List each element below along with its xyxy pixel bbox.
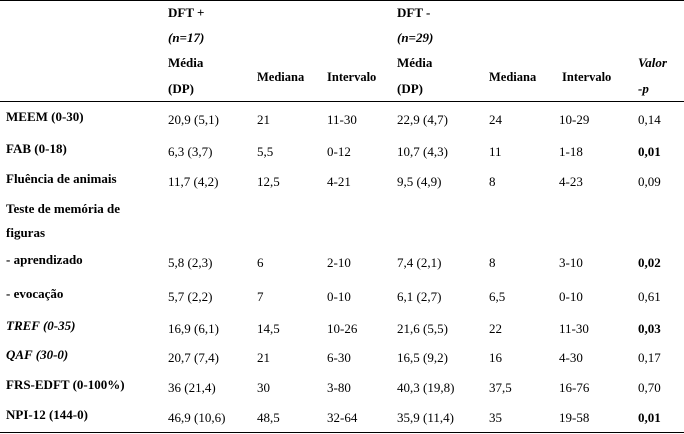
cell-media2: 7,4 (2,1)	[397, 255, 442, 270]
col-media2-b: (DP)	[397, 81, 423, 96]
cell-mediana2: 11	[489, 144, 502, 159]
cell-media2: 40,3 (19,8)	[397, 380, 455, 395]
cell-mediana2: 8	[489, 255, 496, 270]
cell-p: 0,61	[638, 289, 661, 304]
cell-mediana1: 14,5	[257, 321, 280, 336]
row-label: QAF (30-0)	[6, 347, 69, 362]
col-valor-b: -p	[638, 81, 649, 96]
col-valor-a: Valor	[638, 55, 667, 70]
cell-media1: 11,7 (4,2)	[168, 174, 219, 189]
cell-media2: 21,6 (5,5)	[397, 321, 448, 336]
group1-title: DFT +	[168, 5, 205, 20]
cell-media2: 35,9 (11,4)	[397, 410, 454, 425]
cell-mediana2: 16	[489, 350, 502, 365]
row-label: Teste de memória de	[6, 201, 120, 216]
row-label-continued: figuras	[6, 225, 45, 240]
col-mediana2: Mediana	[489, 70, 537, 84]
cell-media1: 6,3 (3,7)	[168, 144, 213, 159]
row-label: FRS-EDFT (0-100%)	[6, 377, 125, 392]
header-rule	[0, 101, 684, 102]
cell-intervalo1: 10-26	[327, 321, 358, 336]
group2-n: (n=29)	[397, 30, 434, 45]
cell-mediana2: 37,5	[489, 380, 512, 395]
cell-mediana1: 12,5	[257, 174, 280, 189]
cell-mediana1: 21	[257, 112, 270, 127]
cell-mediana1: 21	[257, 350, 270, 365]
col-mediana1: Mediana	[257, 70, 305, 84]
cell-media1: 20,7 (7,4)	[168, 350, 219, 365]
cell-p: 0,01	[638, 144, 661, 159]
row-label: FAB (0-18)	[6, 141, 67, 156]
row-label: TREF (0-35)	[6, 318, 76, 333]
cell-intervalo1: 4-21	[327, 174, 351, 189]
group2-title: DFT -	[397, 5, 431, 20]
cell-media2: 22,9 (4,7)	[397, 112, 448, 127]
cell-intervalo2: 3-10	[559, 255, 583, 270]
cell-media1: 46,9 (10,6)	[168, 410, 226, 425]
cell-intervalo2: 4-23	[559, 174, 583, 189]
cell-mediana1: 48,5	[257, 410, 280, 425]
cell-media2: 16,5 (9,2)	[397, 350, 448, 365]
cell-p: 0,14	[638, 112, 661, 127]
cell-intervalo2: 10-29	[559, 112, 590, 127]
cell-media2: 10,7 (4,3)	[397, 144, 448, 159]
cell-intervalo1: 2-10	[327, 255, 351, 270]
top-rule	[0, 0, 684, 1]
cell-intervalo1: 32-64	[327, 410, 358, 425]
col-intervalo1: Intervalo	[327, 70, 377, 84]
cell-intervalo2: 19-58	[559, 410, 590, 425]
row-label: MEEM (0-30)	[6, 109, 84, 124]
cell-mediana1: 6	[257, 255, 264, 270]
cell-mediana2: 6,5	[489, 289, 506, 304]
cell-intervalo1: 6-30	[327, 350, 351, 365]
cell-intervalo1: 3-80	[327, 380, 351, 395]
cell-media1: 20,9 (5,1)	[168, 112, 219, 127]
col-media1-b: (DP)	[168, 81, 194, 96]
row-label: NPI-12 (144-0)	[6, 407, 88, 422]
row-label: - aprendizado	[6, 252, 83, 267]
cell-intervalo2: 16-76	[559, 380, 590, 395]
cell-intervalo1: 0-12	[327, 144, 351, 159]
cell-mediana2: 22	[489, 321, 502, 336]
row-label: Fluência de animais	[6, 171, 117, 186]
cell-p: 0,03	[638, 321, 661, 336]
cell-mediana2: 24	[489, 112, 502, 127]
col-media2-a: Média	[397, 55, 433, 70]
cell-p: 0,02	[638, 255, 661, 270]
cell-media1: 5,7 (2,2)	[168, 289, 213, 304]
cell-mediana1: 7	[257, 289, 264, 304]
cell-intervalo2: 4-30	[559, 350, 583, 365]
cell-media1: 5,8 (2,3)	[168, 255, 213, 270]
col-intervalo2: Intervalo	[562, 70, 612, 84]
cell-mediana2: 35	[489, 410, 502, 425]
bottom-rule	[0, 432, 684, 433]
cell-p: 0,01	[638, 410, 661, 425]
cell-p: 0,09	[638, 174, 661, 189]
cell-media1: 16,9 (6,1)	[168, 321, 219, 336]
row-label: - evocação	[6, 286, 64, 301]
cell-mediana2: 8	[489, 174, 496, 189]
group1-n: (n=17)	[168, 30, 205, 45]
cell-intervalo2: 11-30	[559, 321, 589, 336]
cell-intervalo2: 0-10	[559, 289, 583, 304]
cell-media1: 36 (21,4)	[168, 380, 216, 395]
cell-intervalo1: 0-10	[327, 289, 351, 304]
col-media1-a: Média	[168, 55, 204, 70]
cell-media2: 6,1 (2,7)	[397, 289, 442, 304]
cell-mediana1: 30	[257, 380, 270, 395]
cell-p: 0,70	[638, 380, 661, 395]
cell-intervalo1: 11-30	[327, 112, 357, 127]
cell-media2: 9,5 (4,9)	[397, 174, 442, 189]
cell-intervalo2: 1-18	[559, 144, 583, 159]
cell-mediana1: 5,5	[257, 144, 274, 159]
cell-p: 0,17	[638, 350, 661, 365]
